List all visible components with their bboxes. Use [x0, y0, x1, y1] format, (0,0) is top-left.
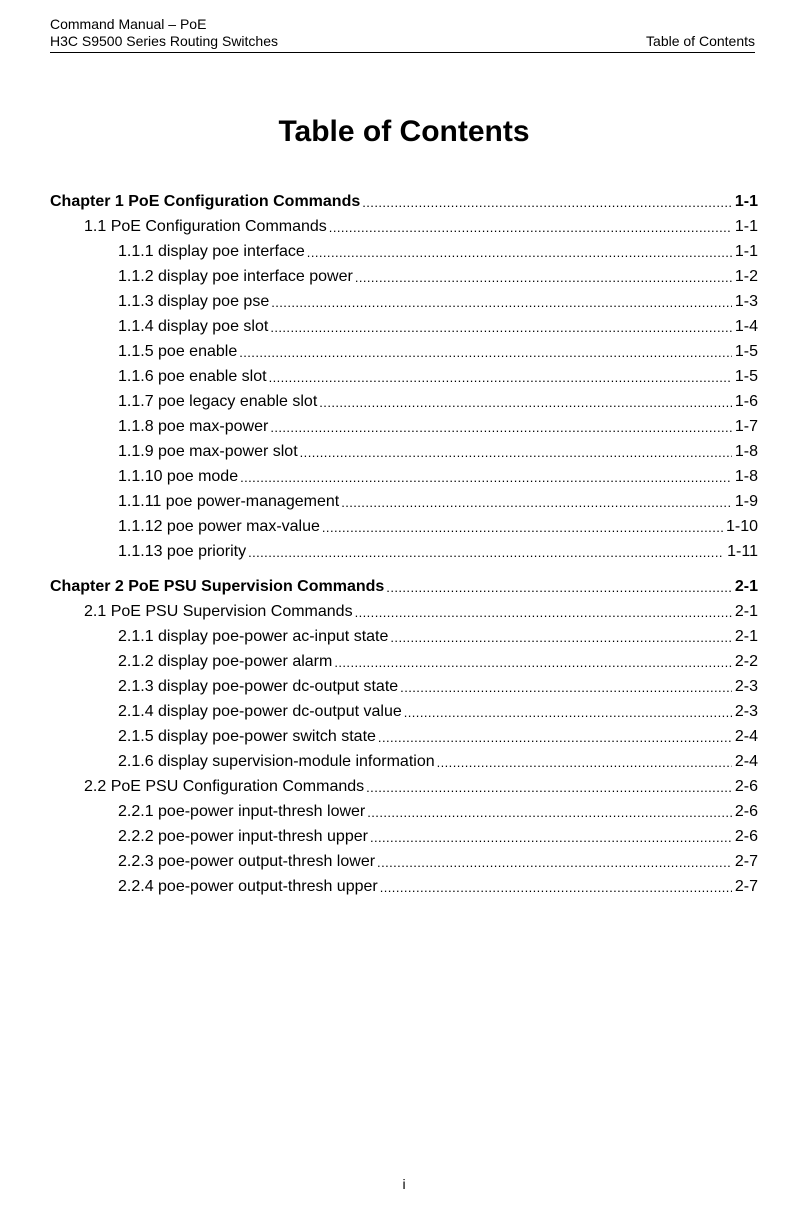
toc-dot-leader [248, 542, 724, 562]
toc-entry-label: 1.1.11 poe power-management [118, 493, 340, 510]
toc-subsection-entry[interactable] [118, 237, 758, 262]
toc-entry-label: 2.1 PoE PSU Supervision Commands [84, 603, 353, 620]
toc-entry-label: 2.2.3 poe-power output-thresh lower [118, 853, 376, 870]
toc-entry-label: 1.1.2 display poe interface power [118, 268, 353, 285]
toc-entry-page: 2-4 [734, 728, 758, 745]
toc-dot-leader [404, 702, 732, 722]
toc-entry-page: 1-8 [734, 443, 758, 460]
toc-subsection-entry[interactable] [118, 797, 758, 822]
toc-dot-leader [362, 192, 732, 212]
toc-entry-page: 1-5 [734, 368, 758, 385]
toc-entry-page: 1-8 [734, 468, 758, 485]
toc-entry-label: 2.1.2 display poe-power alarm [118, 653, 333, 670]
toc-dot-leader [400, 677, 732, 697]
toc-dot-leader [300, 442, 732, 462]
toc-entry-page: 1-4 [734, 318, 758, 335]
toc-dot-leader [269, 367, 732, 387]
toc-entry-page: 2-2 [734, 653, 758, 670]
toc-dot-leader [355, 267, 732, 287]
toc-dot-leader [334, 652, 732, 672]
toc-entry-page: 2-6 [734, 803, 758, 820]
header-section-name: Table of Contents [646, 33, 755, 49]
toc-dot-leader [271, 292, 732, 312]
toc-subsection-entry[interactable] [118, 722, 758, 747]
header-manual-title: Command Manual – PoE [50, 16, 207, 32]
toc-subsection-entry[interactable] [118, 872, 758, 897]
toc-section-entry[interactable] [84, 597, 758, 622]
toc-chapter-entry[interactable] [50, 187, 758, 212]
toc-entry-label: 1.1 PoE Configuration Commands [84, 218, 327, 235]
toc-chapter-entry[interactable] [50, 572, 758, 597]
toc-subsection-entry[interactable] [118, 537, 758, 562]
toc-dot-leader [355, 602, 732, 622]
toc-subsection-entry[interactable] [118, 647, 758, 672]
toc-entry-page: 2-6 [734, 828, 758, 845]
toc-entry-page: 2-4 [734, 753, 758, 770]
toc-entry-label: Chapter 2 PoE PSU Supervision Commands [50, 578, 385, 595]
toc-dot-leader [366, 777, 732, 797]
toc-entry-page: 1-2 [734, 268, 758, 285]
toc-entry-page: 2-1 [734, 628, 758, 645]
toc-dot-leader [307, 242, 732, 262]
toc-entry-page: 2-1 [734, 578, 758, 595]
toc-entry-page: 1-1 [734, 193, 758, 210]
toc-section-entry[interactable] [84, 772, 758, 797]
toc-dot-leader [380, 877, 732, 897]
toc-subsection-entry[interactable] [118, 262, 758, 287]
toc-subsection-entry[interactable] [118, 337, 758, 362]
toc-subsection-entry[interactable] [118, 697, 758, 722]
toc-entry-page: 1-7 [734, 418, 758, 435]
toc-subsection-entry[interactable] [118, 462, 758, 487]
toc-subsection-entry[interactable] [118, 672, 758, 697]
toc-dot-leader [437, 752, 732, 772]
page-number: i [402, 1176, 406, 1192]
toc-entry-label: 2.1.4 display poe-power dc-output value [118, 703, 402, 720]
toc-entry-page: 2-1 [734, 603, 758, 620]
toc-dot-leader [319, 392, 732, 412]
toc-dot-leader [377, 852, 732, 872]
toc-entry-label: 2.1.1 display poe-power ac-input state [118, 628, 389, 645]
page-header [50, 16, 755, 53]
toc-entry-page: 1-9 [734, 493, 758, 510]
toc-entry-label: 1.1.4 display poe slot [118, 318, 269, 335]
toc-entry-label: 1.1.12 poe power max-value [118, 518, 320, 535]
toc-dot-leader [367, 802, 732, 822]
toc-entry-label: 1.1.10 poe mode [118, 468, 239, 485]
toc-entry-page: 1-5 [734, 343, 758, 360]
toc-entry-label: 1.1.1 display poe interface [118, 243, 305, 260]
toc-dot-leader [386, 577, 732, 597]
toc-subsection-entry[interactable] [118, 412, 758, 437]
toc-entry-page: 2-6 [734, 778, 758, 795]
toc-entry-label: 1.1.8 poe max-power [118, 418, 269, 435]
toc-subsection-entry[interactable] [118, 822, 758, 847]
toc-dot-leader [270, 417, 732, 437]
toc-entry-label: 2.2 PoE PSU Configuration Commands [84, 778, 365, 795]
toc-entry-label: 2.2.1 poe-power input-thresh lower [118, 803, 366, 820]
header-left [50, 16, 278, 50]
toc-subsection-entry[interactable] [118, 847, 758, 872]
toc-entry-label: 1.1.9 poe max-power slot [118, 443, 298, 460]
toc-subsection-entry[interactable] [118, 487, 758, 512]
toc-entry-page: 2-3 [734, 678, 758, 695]
page-title: Table of Contents [278, 115, 530, 148]
toc-entry-label: 1.1.13 poe priority [118, 543, 247, 560]
toc-subsection-entry[interactable] [118, 437, 758, 462]
toc-entry-label: 2.1.6 display supervision-module information [118, 753, 435, 770]
toc-dot-leader [329, 217, 732, 237]
toc-subsection-entry[interactable] [118, 362, 758, 387]
toc-entry-label: 1.1.7 poe legacy enable slot [118, 393, 318, 410]
toc-dot-leader [390, 627, 731, 647]
header-product-name: H3C S9500 Series Routing Switches [50, 33, 279, 49]
toc-entry-page: 1-3 [734, 293, 758, 310]
toc-dot-leader [370, 827, 732, 847]
toc-entry-page: 2-7 [734, 853, 758, 870]
toc-entry-page: 2-3 [734, 703, 758, 720]
toc-entry-page: 1-11 [727, 543, 758, 560]
toc-dot-leader [378, 727, 732, 747]
toc-dot-leader [240, 467, 732, 487]
toc-entry-label: 1.1.6 poe enable slot [118, 368, 267, 385]
toc-subsection-entry[interactable] [118, 287, 758, 312]
toc-entry-label: 2.2.4 poe-power output-thresh upper [118, 878, 378, 895]
toc-dot-leader [341, 492, 732, 512]
toc-entry-page: 2-7 [734, 878, 758, 895]
toc-entry-label: 2.1.5 display poe-power switch state [118, 728, 376, 745]
toc-entry-page: 1-1 [734, 218, 758, 235]
toc-entry-label: 1.1.5 poe enable [118, 343, 238, 360]
toc-entry-page: 1-10 [725, 518, 758, 535]
toc-dot-leader [322, 517, 723, 537]
toc-subsection-entry[interactable] [118, 312, 758, 337]
toc-subsection-entry[interactable] [118, 747, 758, 772]
toc-subsection-entry[interactable] [118, 622, 758, 647]
toc-entry-label: 1.1.3 display poe pse [118, 293, 270, 310]
toc-entry-label: 2.2.2 poe-power input-thresh upper [118, 828, 368, 845]
toc-dot-leader [239, 342, 732, 362]
toc-section-entry[interactable] [84, 212, 758, 237]
toc-entry-label: Chapter 1 PoE Configuration Commands [50, 193, 361, 210]
toc-subsection-entry[interactable] [118, 512, 758, 537]
toc-dot-leader [270, 317, 732, 337]
toc-entry-page: 1-6 [734, 393, 758, 410]
toc-entry-label: 2.1.3 display poe-power dc-output state [118, 678, 399, 695]
toc-entry-page: 1-1 [734, 243, 758, 260]
toc-subsection-entry[interactable] [118, 387, 758, 412]
